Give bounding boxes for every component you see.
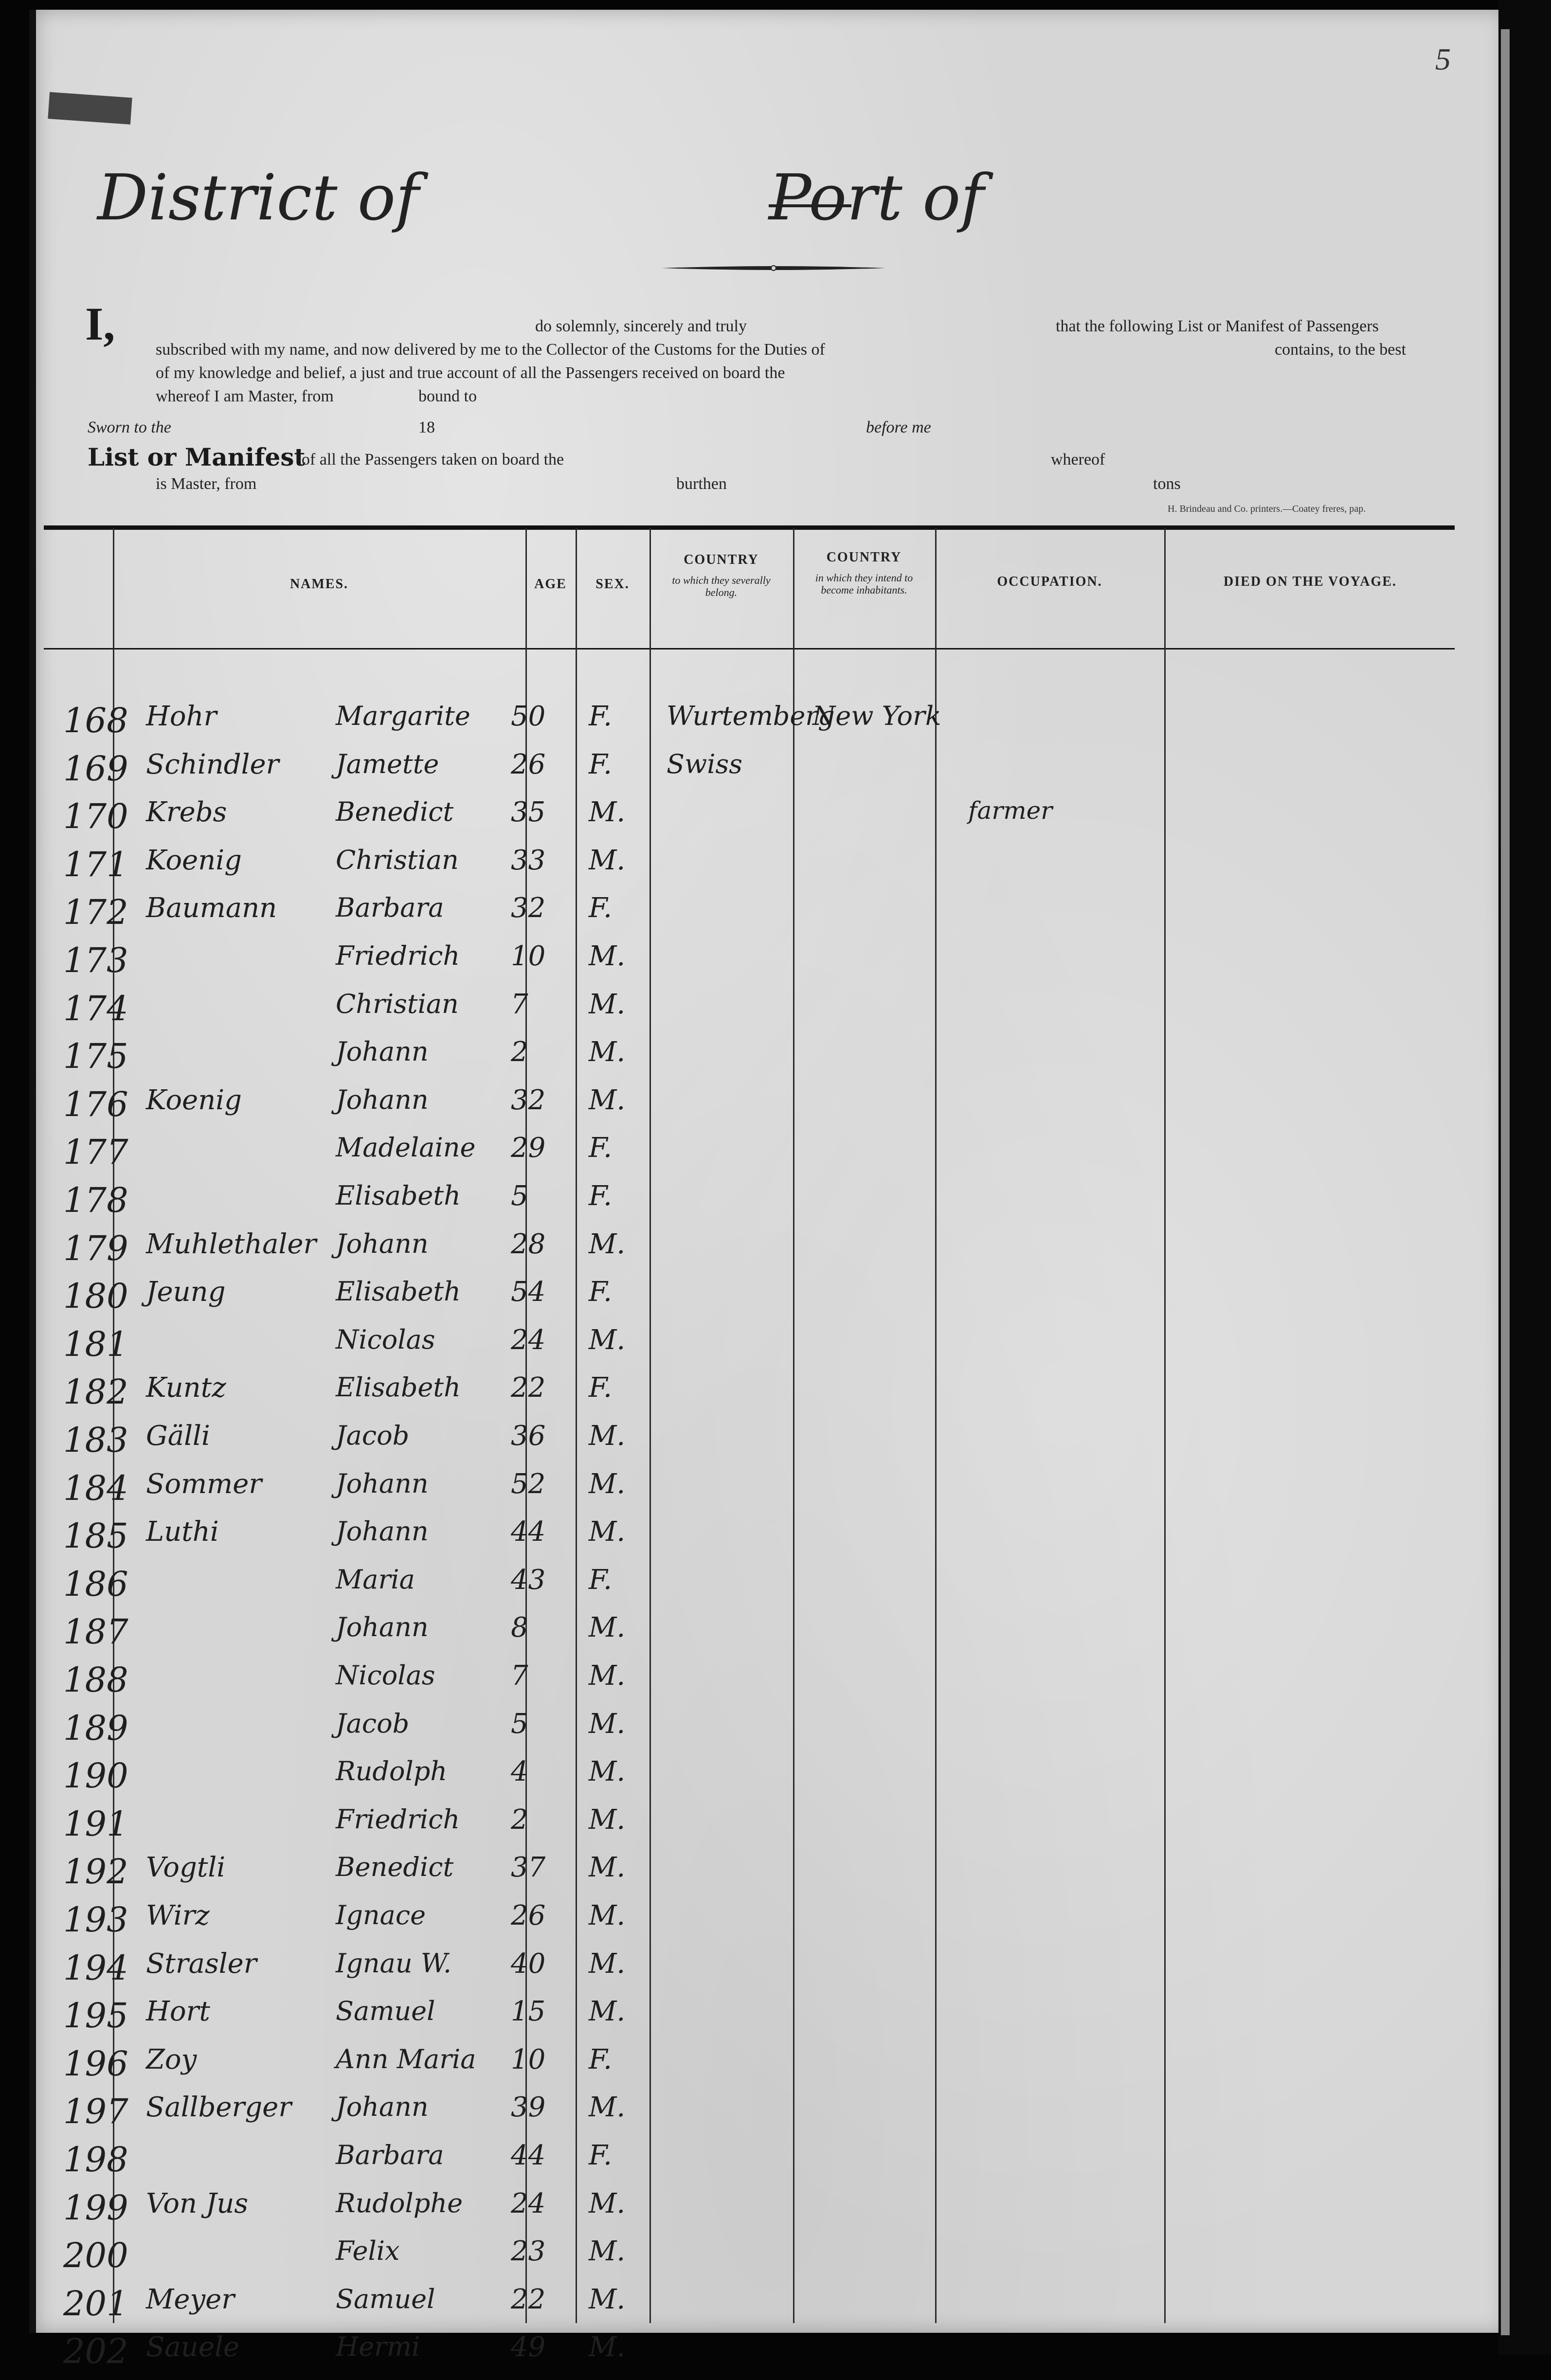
table-row <box>0 989 1469 1037</box>
row-number: 182 <box>63 1372 128 1412</box>
table-row <box>0 2140 1469 2188</box>
given-name-cell: Johann <box>336 1612 429 1643</box>
row-number: 178 <box>63 1180 128 1220</box>
age-cell: 43 <box>511 1564 546 1596</box>
row-number: 183 <box>63 1420 128 1460</box>
adjacent-page-edge <box>1501 29 1510 2335</box>
page-number: 5 <box>1435 42 1451 76</box>
row-number: 181 <box>63 1324 128 1364</box>
given-name-cell: Elisabeth <box>336 1180 461 1211</box>
table-row <box>0 892 1469 941</box>
age-cell: 39 <box>511 2092 546 2124</box>
table-row <box>0 2092 1469 2140</box>
table-row <box>0 1756 1469 1804</box>
given-name-cell: Nicolas <box>336 1660 435 1691</box>
table-row <box>0 2188 1469 2236</box>
table-row <box>0 1372 1469 1421</box>
district-label: District of <box>97 161 419 234</box>
surname-cell: Wirz <box>146 1900 210 1931</box>
sex-cell: M. <box>589 1660 626 1692</box>
surname-cell: Koenig <box>146 844 242 876</box>
country-belong-cell: Wurtemberg <box>667 701 835 731</box>
given-name-cell: Johann <box>336 1228 429 1259</box>
column-header-rule <box>44 648 1455 649</box>
sex-cell: M. <box>589 1803 626 1836</box>
age-cell: 44 <box>511 1516 546 1548</box>
sex-cell: F. <box>589 1276 612 1308</box>
age-cell: 35 <box>511 796 546 829</box>
row-number: 193 <box>63 1900 128 1940</box>
oath-line4-a: whereof I am Master, from <box>156 387 334 405</box>
sex-cell: F. <box>589 1564 612 1596</box>
sex-cell: M. <box>589 1996 626 2028</box>
table-row <box>0 1036 1469 1085</box>
age-cell: 26 <box>511 748 546 780</box>
given-name-cell: Hermi <box>336 2331 420 2362</box>
oath-initial: I, <box>85 298 115 350</box>
age-cell: 5 <box>511 1180 528 1212</box>
table-row <box>0 1900 1469 1948</box>
age-cell: 2 <box>511 1036 528 1068</box>
row-number: 185 <box>63 1516 128 1556</box>
sex-cell: M. <box>589 1612 626 1644</box>
given-name-cell: Christian <box>336 844 459 875</box>
table-row <box>0 1468 1469 1517</box>
sex-cell: F. <box>589 2140 612 2171</box>
age-cell: 49 <box>511 2331 546 2363</box>
given-name-cell: Barbara <box>336 892 444 923</box>
table-row <box>0 1996 1469 2044</box>
given-name-cell: Nicolas <box>336 1324 435 1355</box>
given-name-cell: Johann <box>336 1084 429 1115</box>
age-cell: 23 <box>511 2236 546 2268</box>
surname-cell: Vogtli <box>146 1852 226 1884</box>
oath-line2-a: subscribed with my name, and now delivered by me to the Collector of the Customs for the Duties of <box>156 341 825 359</box>
row-number: 191 <box>63 1803 128 1844</box>
sex-cell: M. <box>589 988 626 1020</box>
died-header: DIED ON THE VOYAGE. <box>1224 574 1397 589</box>
age-cell: 8 <box>511 1612 528 1644</box>
age-cell: 15 <box>511 1996 546 2028</box>
age-cell: 26 <box>511 1900 546 1931</box>
surname-cell: Koenig <box>146 1084 242 1116</box>
given-name-cell: Ignace <box>336 1900 426 1930</box>
row-number: 188 <box>63 1660 128 1700</box>
table-row <box>0 1612 1469 1660</box>
given-name-cell: Benedict <box>336 1852 454 1883</box>
row-number: 184 <box>63 1468 128 1508</box>
table-row <box>0 2331 1469 2380</box>
given-name-cell: Friedrich <box>336 1803 460 1835</box>
age-cell: 33 <box>511 844 546 876</box>
country-inhabit-cell: New York <box>812 701 941 731</box>
row-number: 196 <box>63 2043 128 2084</box>
manifest-title: List or Manifest <box>88 443 306 471</box>
sex-cell: F. <box>589 748 612 780</box>
sex-cell: M. <box>589 1228 626 1260</box>
age-cell: 52 <box>511 1468 546 1500</box>
surname-cell: Gälli <box>146 1420 210 1452</box>
age-cell: 24 <box>511 2187 546 2219</box>
surname-cell: Strasler <box>146 1947 257 1980</box>
row-number: 198 <box>63 2140 128 2180</box>
surname-cell: Kuntz <box>146 1372 226 1404</box>
row-number: 172 <box>63 892 128 933</box>
oath-line1-b: that the following List or Manifest of Passengers <box>1056 317 1379 335</box>
sex-cell: M. <box>589 1708 626 1740</box>
row-number: 194 <box>63 1947 128 1988</box>
given-name-cell: Johann <box>336 1468 429 1499</box>
row-number: 171 <box>63 844 128 884</box>
table-row <box>0 1948 1469 1997</box>
table-row <box>0 1324 1469 1373</box>
given-name-cell: Jacob <box>336 1420 410 1451</box>
sex-header: SEX. <box>595 577 630 592</box>
age-cell: 36 <box>511 1420 546 1452</box>
names-header: NAMES. <box>289 577 349 592</box>
surname-cell: Von Jus <box>146 2187 249 2219</box>
sex-cell: M. <box>589 1900 626 1931</box>
sex-cell: M. <box>589 1947 626 1980</box>
age-cell: 22 <box>511 2283 546 2315</box>
row-number: 180 <box>63 1276 128 1316</box>
surname-cell: Baumann <box>146 892 277 924</box>
master-from-label: is Master, from <box>156 475 257 493</box>
table-row <box>0 1516 1469 1565</box>
country-inhabit-subheader: in which they intend to become inhabitants. <box>815 572 913 596</box>
sex-cell: M. <box>589 1756 626 1788</box>
age-cell: 32 <box>511 892 546 924</box>
surname-cell: Jeung <box>146 1276 226 1308</box>
sex-cell: M. <box>589 1516 626 1548</box>
sex-cell: M. <box>589 796 626 829</box>
age-cell: 37 <box>511 1852 546 1884</box>
given-name-cell: Felix <box>336 2236 400 2267</box>
table-row <box>0 1228 1469 1277</box>
sex-cell: M. <box>589 1036 626 1068</box>
given-name-cell: Rudolphe <box>336 2187 463 2218</box>
table-row <box>0 2284 1469 2332</box>
burthen-label: burthen <box>676 475 727 493</box>
sex-cell: F. <box>589 701 612 732</box>
age-cell: 40 <box>511 1947 546 1980</box>
row-number: 190 <box>63 1756 128 1796</box>
given-name-cell: Benedict <box>336 796 454 828</box>
surname-cell: Sommer <box>146 1468 262 1500</box>
table-row <box>0 1660 1469 1709</box>
country-inhabit-header: COUNTRY <box>826 550 902 565</box>
age-cell: 5 <box>511 1708 528 1740</box>
age-cell: 54 <box>511 1276 546 1308</box>
port-label: Port of <box>769 161 984 234</box>
surname-cell: Krebs <box>146 796 227 829</box>
given-name-cell: Ann Maria <box>336 2043 476 2074</box>
oath-line1-a: do solemnly, sincerely and truly <box>535 317 747 335</box>
sex-cell: M. <box>589 2331 626 2363</box>
row-number: 174 <box>63 988 128 1028</box>
given-name-cell: Christian <box>336 988 459 1019</box>
sex-cell: M. <box>589 2236 626 2268</box>
given-name-cell: Friedrich <box>336 940 460 971</box>
row-number: 189 <box>63 1708 128 1748</box>
country-belong-subheader: to which they severally belong. <box>672 574 771 598</box>
header-rule <box>44 525 1455 530</box>
row-number: 168 <box>63 701 128 740</box>
row-number: 173 <box>63 940 128 980</box>
table-row <box>0 701 1469 749</box>
manifest-text: of all the Passengers taken on board the <box>302 451 564 469</box>
surname-cell: Sauele <box>146 2331 240 2363</box>
given-name-cell: Johann <box>336 2092 429 2123</box>
torn-corner <box>48 92 132 125</box>
row-number: 186 <box>63 1564 128 1604</box>
sex-cell: M. <box>589 1084 626 1116</box>
given-name-cell: Elisabeth <box>336 1276 461 1307</box>
sex-cell: M. <box>589 1420 626 1452</box>
age-cell: 32 <box>511 1084 546 1116</box>
tons-label: tons <box>1153 475 1181 493</box>
row-number: 199 <box>63 2187 128 2228</box>
row-number: 200 <box>63 2236 128 2276</box>
table-row <box>0 2044 1469 2092</box>
given-name-cell: Barbara <box>336 2140 444 2170</box>
given-name-cell: Johann <box>336 1036 429 1067</box>
table-row <box>0 1084 1469 1133</box>
age-cell: 10 <box>511 2043 546 2075</box>
age-cell: 22 <box>511 1372 546 1404</box>
row-number: 170 <box>63 796 128 837</box>
table-row <box>0 1276 1469 1325</box>
row-number: 169 <box>63 748 128 789</box>
row-number: 187 <box>63 1612 128 1652</box>
age-cell: 29 <box>511 1132 546 1164</box>
row-number: 192 <box>63 1852 128 1892</box>
sex-cell: M. <box>589 2187 626 2219</box>
country-belong-header: COUNTRY <box>684 552 759 567</box>
given-name-cell: Jacob <box>336 1708 410 1739</box>
surname-cell: Meyer <box>146 2283 235 2315</box>
sex-cell: F. <box>589 2043 612 2075</box>
age-cell: 28 <box>511 1228 546 1260</box>
row-number: 202 <box>63 2331 128 2372</box>
table-row <box>0 1132 1469 1181</box>
table-row <box>0 940 1469 989</box>
surname-cell: Sallberger <box>146 2092 292 2124</box>
before-me-label: before me <box>866 418 931 436</box>
sworn-to-label: Sworn to the <box>88 418 171 436</box>
given-name-cell: Johann <box>336 1516 429 1547</box>
surname-cell: Muhlethaler <box>146 1228 317 1260</box>
given-name-cell: Madelaine <box>336 1132 476 1163</box>
age-cell: 10 <box>511 940 546 972</box>
flourish-ornament <box>662 265 885 271</box>
surname-cell: Hohr <box>146 701 217 732</box>
table-row <box>0 1564 1469 1613</box>
row-number: 177 <box>63 1132 128 1172</box>
sex-cell: F. <box>589 1180 612 1212</box>
age-cell: 44 <box>511 2140 546 2171</box>
given-name-cell: Samuel <box>336 2283 435 2314</box>
sex-cell: F. <box>589 892 612 924</box>
surname-cell: Zoy <box>146 2043 197 2075</box>
row-number: 201 <box>63 2283 128 2324</box>
oath-line2-b: contains, to the best <box>1275 341 1407 359</box>
age-cell: 7 <box>511 988 528 1020</box>
given-name-cell: Jamette <box>336 748 439 779</box>
table-row <box>0 1180 1469 1229</box>
surname-cell: Schindler <box>146 748 279 780</box>
sex-cell: M. <box>589 2092 626 2124</box>
age-cell: 4 <box>511 1756 528 1788</box>
table-row <box>0 1420 1469 1469</box>
age-header: AGE <box>534 577 567 592</box>
sex-cell: M. <box>589 844 626 876</box>
given-name-cell: Ignau W. <box>336 1947 452 1979</box>
sex-cell: M. <box>589 940 626 972</box>
given-name-cell: Samuel <box>336 1996 435 2027</box>
age-cell: 7 <box>511 1660 528 1692</box>
table-row <box>0 749 1469 797</box>
oath-line3: of my knowledge and belief, a just and true account of all the Passengers received on board the <box>156 364 785 382</box>
given-name-cell: Margarite <box>336 701 470 731</box>
table-row <box>0 1852 1469 1900</box>
occupation-cell: farmer <box>968 796 1053 825</box>
occupation-header: OCCUPATION. <box>997 574 1102 589</box>
whereof-label: whereof <box>1051 451 1105 469</box>
age-cell: 24 <box>511 1324 546 1356</box>
sex-cell: M. <box>589 1324 626 1356</box>
table-row <box>0 1708 1469 1757</box>
table-row <box>0 1804 1469 1853</box>
table-row <box>0 2236 1469 2284</box>
row-number: 195 <box>63 1996 128 2036</box>
sex-cell: M. <box>589 2283 626 2315</box>
sex-cell: F. <box>589 1132 612 1164</box>
row-number: 176 <box>63 1084 128 1124</box>
sex-cell: F. <box>589 1372 612 1404</box>
age-cell: 50 <box>511 701 546 732</box>
oath-line4-b: bound to <box>418 387 477 405</box>
given-name-cell: Rudolph <box>336 1756 448 1787</box>
row-number: 179 <box>63 1228 128 1268</box>
printer-imprint: H. Brindeau and Co. printers.—Coatey freres, pap. <box>1168 504 1366 514</box>
sex-cell: M. <box>589 1468 626 1500</box>
table-row <box>0 845 1469 893</box>
sex-cell: M. <box>589 1852 626 1884</box>
given-name-cell: Maria <box>336 1564 415 1595</box>
table-row <box>0 796 1469 845</box>
age-cell: 2 <box>511 1803 528 1836</box>
surname-cell: Luthi <box>146 1516 219 1548</box>
row-number: 197 <box>63 2092 128 2132</box>
surname-cell: Hort <box>146 1996 210 2028</box>
row-number: 175 <box>63 1036 128 1077</box>
sworn-year: 18 <box>418 418 435 436</box>
country-belong-cell: Swiss <box>667 748 742 779</box>
given-name-cell: Elisabeth <box>336 1372 461 1403</box>
